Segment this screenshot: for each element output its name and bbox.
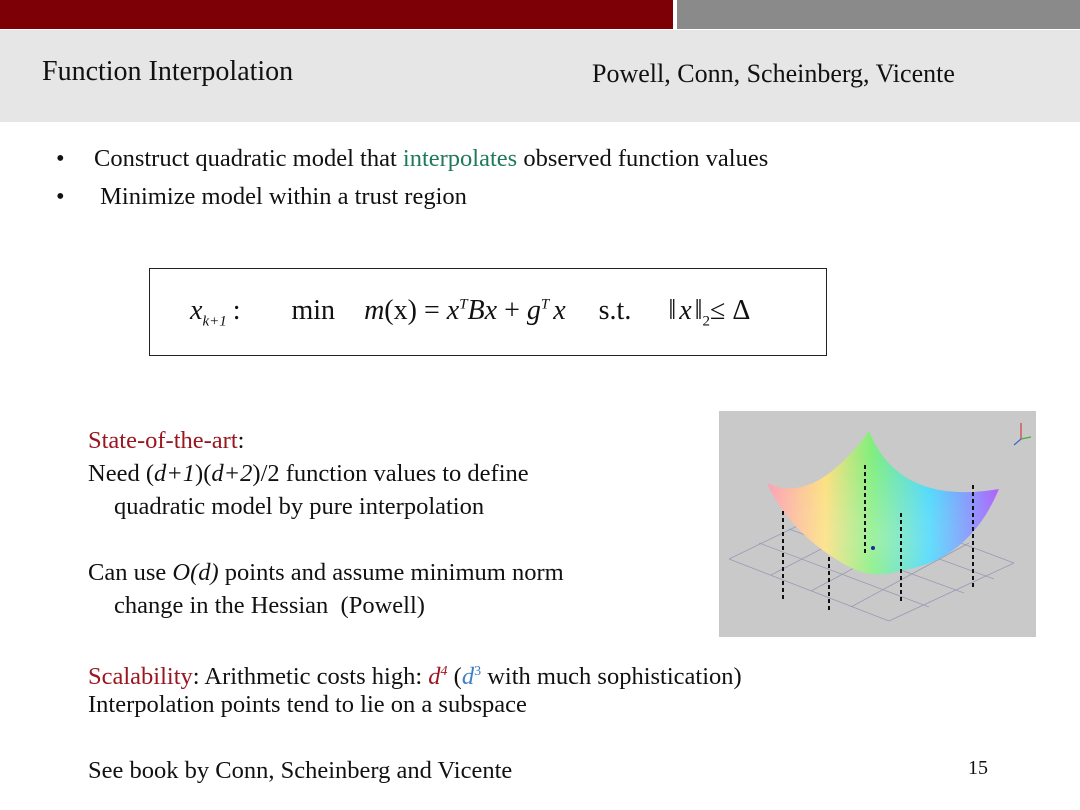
bullet-text: Construct quadratic model that	[94, 145, 403, 172]
text-line: quadratic model by pure interpolation	[114, 493, 485, 520]
surface-graphic	[719, 411, 1036, 637]
bullet-symbol: •	[56, 145, 65, 172]
bullet-text: observed function values	[517, 145, 769, 172]
slide-title: Function Interpolation	[42, 56, 294, 87]
text-line: Scalability: Arithmetic costs high: $d^4$ ($d^3$ with much sophistication)	[88, 663, 742, 691]
state-of-art-label: State-of-the-art	[88, 427, 238, 454]
trust-region-formula: $x_{k+1}$ : $\min m(x) = x^TBx + g^T$ x s.t. ‖ x $‖_2\le \Delta$	[190, 295, 751, 330]
text-line: State-of-the-art:	[88, 427, 245, 454]
bullet-symbol: •	[56, 183, 65, 210]
page-number: 15	[968, 757, 988, 779]
quadratic-surface-plot	[719, 411, 1036, 637]
text-line: Can use O(d) points and assume minimum norm	[88, 559, 564, 586]
top-bar-red	[0, 0, 673, 29]
scalability-label: Scalability	[88, 663, 193, 691]
axes-indicator	[1014, 423, 1031, 445]
bullet-text: Minimize model within a trust region	[94, 183, 467, 210]
bullet-list	[56, 140, 768, 216]
text-line: Interpolation points tend to lie on a subspace	[88, 691, 527, 718]
reference-line: See book by Conn, Scheinberg and Vicente	[88, 757, 513, 784]
bullet-item	[56, 178, 768, 216]
formula-box	[149, 268, 827, 356]
text-line: change in the Hessian (Powell)	[114, 592, 425, 619]
text-line: Need (d+1)(d+2)/2 function values to define	[88, 460, 529, 487]
top-bar-gray	[677, 0, 1080, 29]
bullet-item	[56, 140, 768, 178]
body-text	[88, 424, 742, 787]
slide-authors: Powell, Conn, Scheinberg, Vicente	[592, 59, 955, 88]
interpolates-highlight: interpolates	[402, 145, 518, 172]
